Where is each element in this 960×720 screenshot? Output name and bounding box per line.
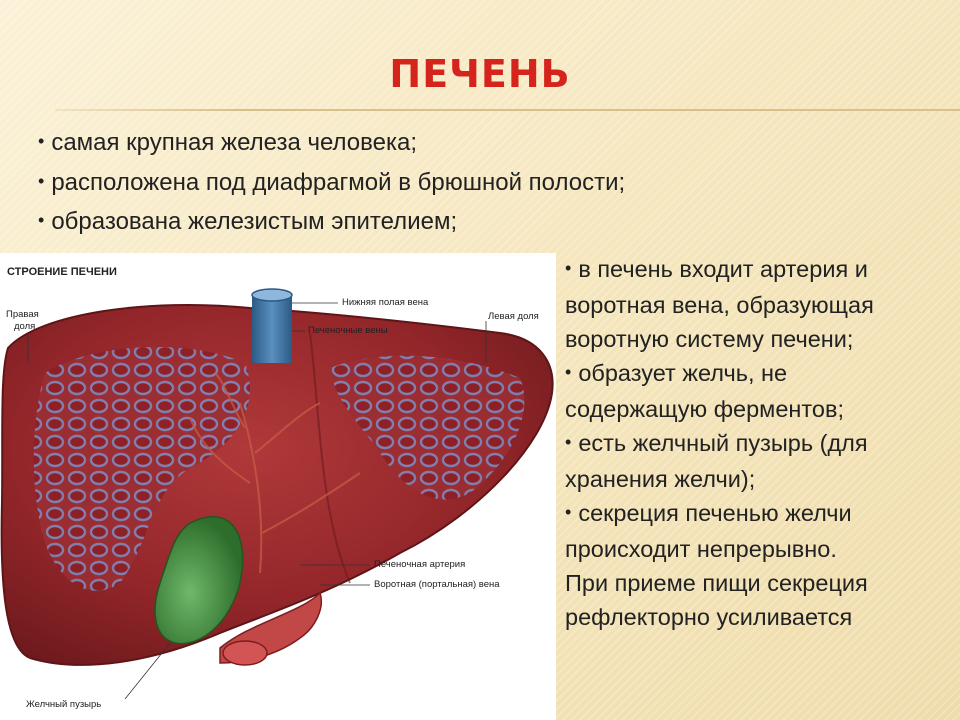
bullet-bile-line-2: содержащую ферментов; [565, 396, 844, 422]
label-hepatic-artery: Печеночная артерия [374, 559, 466, 570]
label-right-lobe-2: доля [14, 321, 36, 332]
bullet-artery-line-1: • в печень входит артерия и [565, 252, 955, 288]
label-hepatic-veins: Печеночные вены [308, 325, 388, 336]
bullet-secretion-line-4: рефлекторно усиливается [565, 604, 853, 630]
bullet-bile-line-1: • образует желчь, не [565, 356, 955, 392]
bullet-artery-line-3: воротную систему печени; [565, 326, 854, 352]
figure-caption: СТРОЕНИЕ ПЕЧЕНИ [7, 266, 117, 278]
bullet-secretion-line-1: • секреция печенью желчи [565, 496, 955, 532]
bullet-gallbladder-line-2: хранения желчи); [565, 466, 756, 492]
label-gallbladder: Желчный пузырь [26, 699, 102, 710]
vena-cava-vessel [252, 293, 292, 363]
bullet-location: • расположена под диафрагмой в брюшной полости; [38, 164, 625, 204]
bullet-gallbladder-line-1: • есть желчный пузырь (для [565, 426, 955, 462]
top-bullet-list [38, 124, 625, 243]
label-portal-vein: Воротная (портальная) вена [374, 579, 500, 590]
right-text-block [565, 252, 955, 634]
bullet-largest-gland: • самая крупная железа человека; [38, 124, 625, 164]
label-right-lobe-1: Правая [6, 309, 39, 320]
liver-figure [0, 253, 556, 720]
label-left-lobe: Левая доля [488, 311, 539, 322]
bullet-secretion-line-2: происходит непрерывно. [565, 536, 837, 562]
slide-title: ПЕЧЕНЬ [389, 52, 571, 96]
bullet-secretion-line-3: При приеме пищи секреция [565, 570, 868, 596]
liver-illustration [0, 253, 556, 720]
label-vena-cava: Нижняя полая вена [342, 297, 429, 308]
title-divider [55, 109, 960, 111]
bullet-epithelium: • образована железистым эпителием; [38, 203, 625, 243]
bullet-artery-line-2: воротная вена, образующая [565, 292, 874, 318]
